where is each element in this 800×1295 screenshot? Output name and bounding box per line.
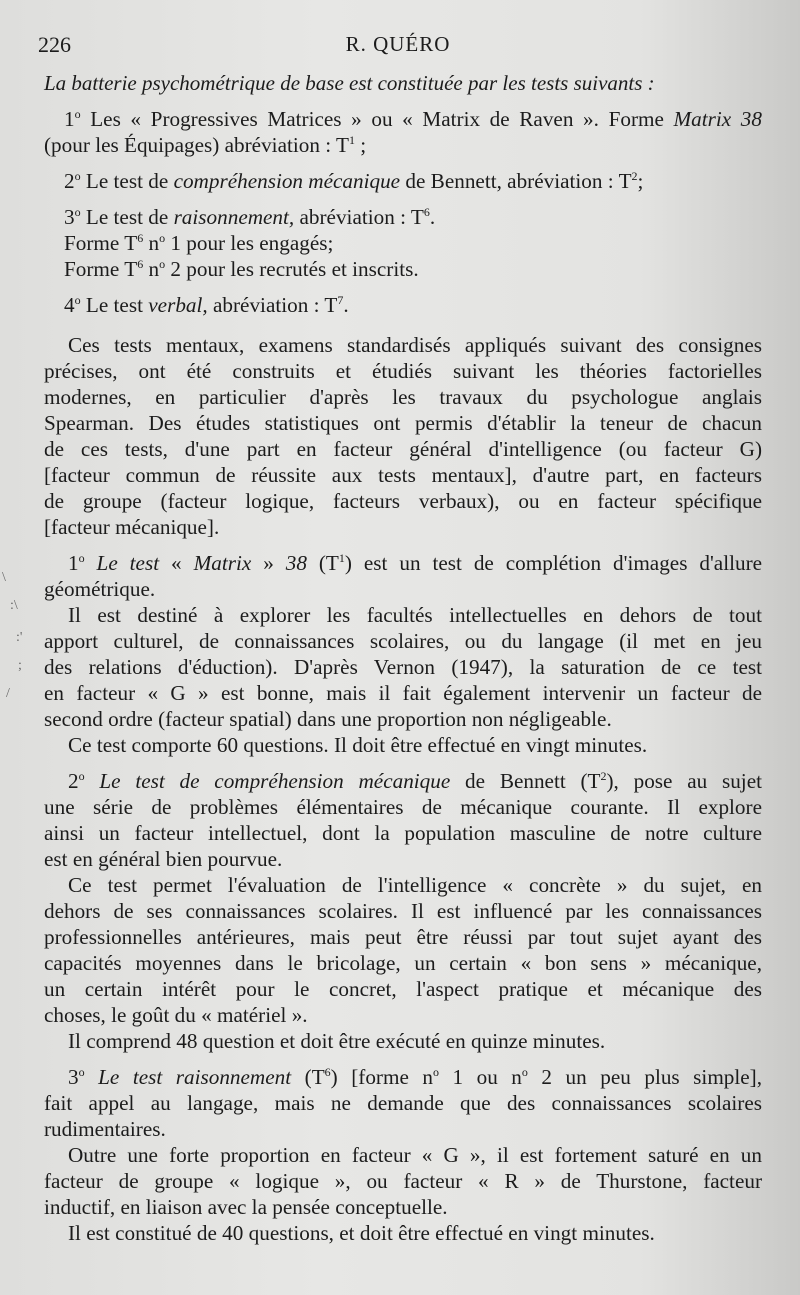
list-item-matrix: 1$^o$ Les « Progressives Matrices » ou « Matrix de Raven ». Forme Matrix 38 (pour les Équipages) abréviation : $T^1$ ; bbox=[44, 106, 762, 157]
section-mecanique: 2$^o$ Le test de compréhension mécanique de Bennett $(T^2)$, pose au sujet une série de problèmes élémentaires de mécanique courante. Il explore ainsi un facteur intellectuel, dont la population masculine de notre culture est en général bien pourvue. Ce test permet l'évaluation de l'intelligence « concrète » du sujet, en dehors de ses connaissances scolaires. Il est influencé par les connaissances professionnelles antérieures, mais peut être réussi par tout sujet ayant des capacités moyennes dans le bricolage, un certain « bon sens » mécanique, un certain intérêt pour le concret, l'aspect pratique et mécanique des choses, le goût du « matériel ». Il comprend 48 question et doit être exécuté en quinze minutes. bbox=[44, 768, 762, 1053]
list-item-raisonnement: 3$^o$ Le test de raisonnement, abréviation : $T^6$. Forme $T^6$ $n^o$ 1 pour les engagés; Forme $T^6$ $n^o$ 2 pour les recrutés et inscrits. bbox=[64, 204, 436, 281]
intro-sentence: La batterie psychométrique de base est constituée par les tests suivants : bbox=[44, 71, 655, 95]
section-matrix: 1$^o$ Le test « Matrix » 38 $(T^1)$ est un test de complétion d'images d'allure géométrique. Il est destiné à explorer les facultés intellectuelles en dehors de tout apport culturel, de connaissances scolaires, ou du langage (il met en jeu des relations d'éduction). D'après Vernon (1947), la saturation de ce test en facteur « G » est bonne, mais il fait également intervenir un facteur de second ordre (facteur spatial) dans une proportion non négligeable. Ce test comporte 60 questions. Il doit être effectué en vingt minutes. bbox=[44, 550, 763, 757]
list-item-mecanique: 2$^o$ Le test de compréhension mécanique de Bennett, abréviation : $T^2$; bbox=[64, 168, 644, 193]
page-header bbox=[38, 28, 758, 62]
list-item-verbal: 4$^o$ Le test verbal, abréviation : $T^7$. bbox=[64, 292, 349, 317]
running-title: R. QUÉRO bbox=[345, 32, 451, 56]
section-raisonnement: 3$^o$ Le test raisonnement $(T^6)$ [forme $n^o$ 1 ou $n^o$ 2 un peu plus simple], fait appel au langage, mais ne demande que des connaissances scolaires rudimentaires. Outre une forte proportion en facteur « G », il est fortement saturé en un facteur de groupe « logique », ou facteur « R » de Thurstone, facteur inductif, en liaison avec la pensée conceptuelle. Il est constitué de 40 questions, et doit être effectué en vingt minutes. bbox=[44, 1064, 763, 1245]
page-number: 226 bbox=[38, 32, 71, 57]
page-body bbox=[44, 70, 762, 1246]
paragraph-tests-mentaux: Ces tests mentaux, examens standardisés appliqués suivant des consignes précises, ont été construits et étudiés suivant les théories factorielles modernes, en particulier d'après les travaux du psychologue anglais Spearman. Des études statistiques ont permis d'établir la teneur de chacun de ces tests, d'une part en facteur général d'intelligence (ou facteur G) [facteur commun de réussite aux tests mentaux], d'autre part, en facteurs de groupe (facteur logique, facteurs verbaux), ou en facteur spécifique [facteur mécanique]. bbox=[44, 333, 762, 539]
margin-marks: \ :\ :' ; / bbox=[2, 570, 23, 701]
